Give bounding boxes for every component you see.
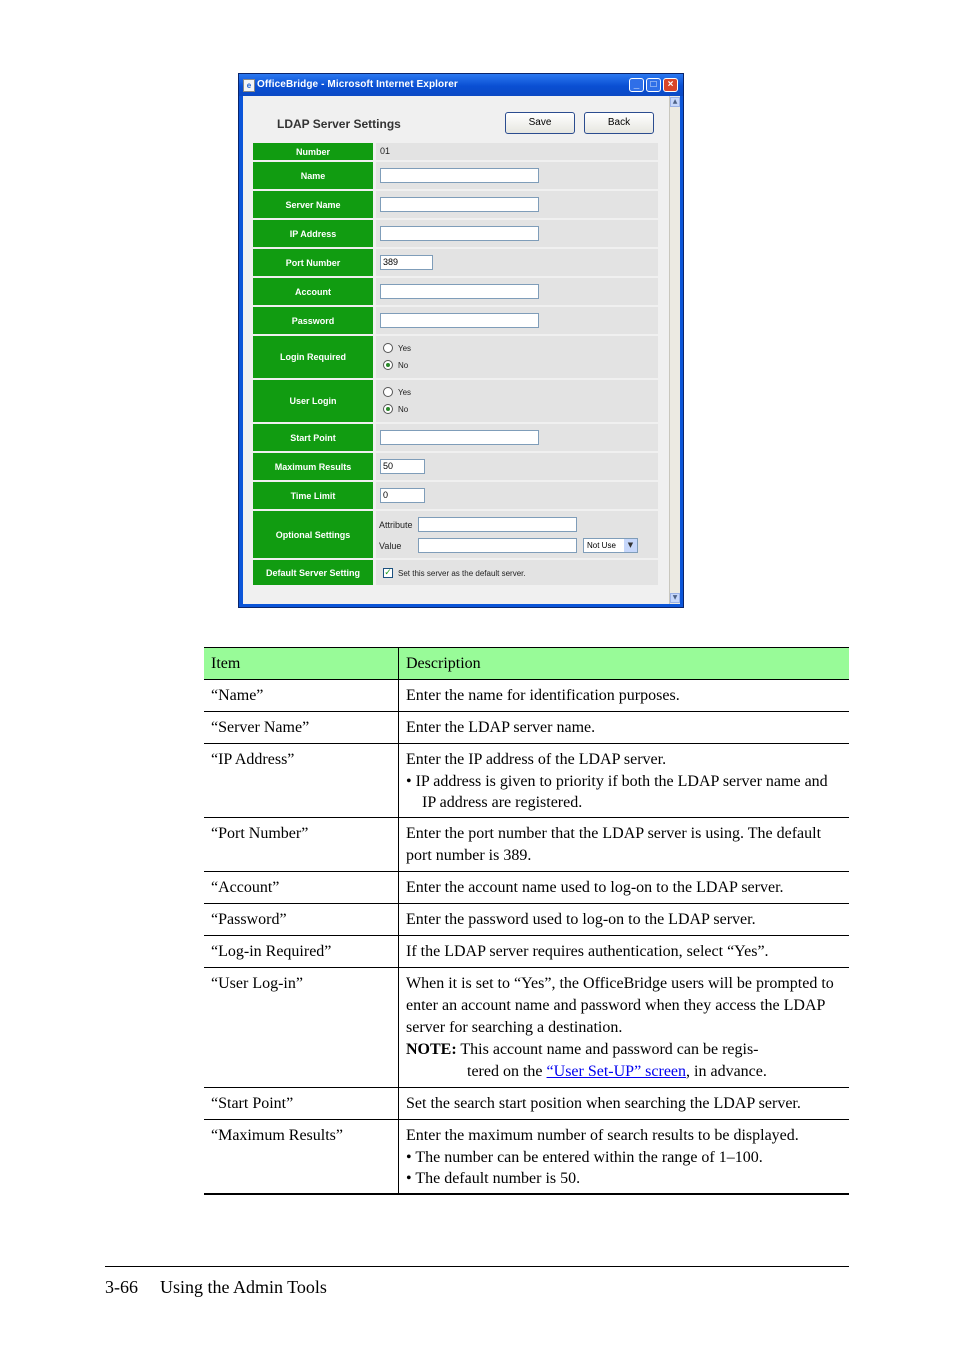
maximum-results-label: Maximum Results xyxy=(253,453,373,480)
row-password xyxy=(253,306,658,335)
desc-bullet: • The number can be entered within the range of 1–100. xyxy=(406,1149,763,1166)
item-cell: “Maximum Results” xyxy=(204,1120,399,1195)
row-number xyxy=(253,142,658,161)
login-required-no-radio[interactable] xyxy=(383,360,393,370)
table-row xyxy=(204,744,849,818)
row-account xyxy=(253,277,658,306)
maximum-results-cell xyxy=(376,453,658,480)
description-table xyxy=(204,647,849,1195)
maximum-results-input[interactable]: 50 xyxy=(380,459,425,474)
login-required-no-label: No xyxy=(398,361,409,370)
row-ip-address xyxy=(253,219,658,248)
user-login-label: User Login xyxy=(253,380,373,422)
desc-cell xyxy=(399,1120,850,1195)
item-cell: “Start Point” xyxy=(204,1088,399,1120)
login-required-yes-label: Yes xyxy=(398,344,412,353)
desc-cell: Set the search start position when searching the LDAP server. xyxy=(399,1088,850,1120)
note-label: NOTE: xyxy=(406,1041,457,1058)
default-server-checkbox[interactable]: ✓ xyxy=(384,568,392,578)
optional-settings-label: Optional Settings xyxy=(253,511,373,558)
default-server-label: Default Server Setting xyxy=(253,560,373,585)
user-login-yes-radio[interactable] xyxy=(383,387,393,397)
row-optional-settings xyxy=(253,510,658,559)
user-login-no-radio[interactable] xyxy=(383,404,393,414)
item-cell: “Password” xyxy=(204,904,399,936)
time-limit-cell xyxy=(376,482,658,509)
table-row xyxy=(204,818,849,872)
attribute-input[interactable] xyxy=(418,517,577,532)
row-start-point xyxy=(253,423,658,452)
item-cell: “Name” xyxy=(204,680,399,712)
row-login-required xyxy=(253,335,658,379)
footer-rule xyxy=(105,1266,849,1267)
start-point-cell xyxy=(376,424,658,451)
desc-text: When it is set to “Yes”, the OfficeBridge users will be prompted to enter an account name and password when they access the LDAP server for searching a destination. xyxy=(406,975,834,1036)
note-continuation xyxy=(406,1061,842,1083)
start-point-input[interactable] xyxy=(380,430,539,445)
start-point-label: Start Point xyxy=(253,424,373,451)
desc-cell: Enter the name for identification purposes. xyxy=(399,680,850,712)
table-row xyxy=(204,680,849,712)
optional-settings-cell xyxy=(376,511,658,558)
time-limit-label: Time Limit xyxy=(253,482,373,509)
desc-cell: If the LDAP server requires authentication, select “Yes”. xyxy=(399,936,850,968)
desc-cell: Enter the LDAP server name. xyxy=(399,712,850,744)
value-input[interactable] xyxy=(418,538,577,553)
row-maximum-results xyxy=(253,452,658,481)
note xyxy=(406,1039,842,1061)
maximize-icon[interactable]: □ xyxy=(646,78,661,92)
value-label: Value xyxy=(379,541,402,551)
note-text: This account name and password can be regis- xyxy=(460,1041,759,1058)
table-header-row xyxy=(204,648,849,680)
note-end-text: , in advance. xyxy=(686,1063,767,1080)
ip-address-cell xyxy=(376,220,658,247)
attribute-label: Attribute xyxy=(379,520,413,530)
number-cell xyxy=(376,143,658,160)
desc-bullet: • The default number is 50. xyxy=(406,1170,581,1187)
table-row xyxy=(204,904,849,936)
name-input[interactable] xyxy=(380,168,539,183)
login-required-yes-radio[interactable] xyxy=(383,343,393,353)
note-cont-text: tered on the xyxy=(467,1063,547,1080)
table-row xyxy=(204,1088,849,1120)
header-item: Item xyxy=(204,648,399,680)
login-required-label: Login Required xyxy=(253,336,373,378)
item-cell: “User Log-in” xyxy=(204,968,399,1088)
port-number-cell xyxy=(376,249,658,276)
time-limit-input[interactable]: 0 xyxy=(380,488,425,503)
value-select-text: Not Use xyxy=(587,541,616,550)
account-input[interactable] xyxy=(380,284,539,299)
table-row xyxy=(204,712,849,744)
window-title: OfficeBridge - Microsoft Internet Explorer xyxy=(257,79,458,90)
chevron-down-icon[interactable]: ▼ xyxy=(624,539,637,552)
value-select[interactable] xyxy=(583,538,638,553)
default-server-cell xyxy=(376,560,658,585)
item-cell: “Log-in Required” xyxy=(204,936,399,968)
server-name-cell xyxy=(376,191,658,218)
number-label: Number xyxy=(253,143,373,160)
desc-cell xyxy=(399,968,850,1088)
password-input[interactable] xyxy=(380,313,539,328)
table-row xyxy=(204,872,849,904)
port-number-input[interactable]: 389 xyxy=(380,255,433,270)
desc-cell: Enter the account name used to log-on to the LDAP server. xyxy=(399,872,850,904)
user-setup-link[interactable]: “User Set-UP” screen xyxy=(546,1063,687,1080)
page-title: LDAP Server Settings xyxy=(277,117,401,131)
item-cell: “Server Name” xyxy=(204,712,399,744)
desc-cell: Enter the password used to log-on to the LDAP server. xyxy=(399,904,850,936)
server-name-input[interactable] xyxy=(380,197,539,212)
user-login-no-label: No xyxy=(398,405,409,414)
ie-page-icon: e xyxy=(243,79,255,92)
save-button[interactable]: Save xyxy=(505,112,575,134)
browser-window xyxy=(238,73,684,608)
section-title: Using the Admin Tools xyxy=(160,1277,327,1297)
row-name xyxy=(253,161,658,190)
password-label: Password xyxy=(253,307,373,334)
table-row xyxy=(204,936,849,968)
ip-address-input[interactable] xyxy=(380,226,539,241)
scroll-up-icon[interactable]: ▲ xyxy=(670,97,680,107)
name-label: Name xyxy=(253,162,373,189)
row-time-limit xyxy=(253,481,658,510)
row-port-number xyxy=(253,248,658,277)
page-content xyxy=(243,96,669,604)
row-default-server xyxy=(253,559,658,586)
page-footer xyxy=(105,1277,327,1298)
minimize-icon[interactable]: _ xyxy=(629,78,644,92)
ip-address-label: IP Address xyxy=(253,220,373,247)
page-number: 3-66 xyxy=(105,1277,138,1297)
port-number-label: Port Number xyxy=(253,249,373,276)
name-cell xyxy=(376,162,658,189)
server-name-label: Server Name xyxy=(253,191,373,218)
desc-bullet: • IP address is given to priority if both the LDAP server name and IP address are registered. xyxy=(406,773,828,811)
login-required-cell xyxy=(376,336,658,378)
item-cell: “Port Number” xyxy=(204,818,399,872)
default-server-checkbox-label: Set this server as the default server. xyxy=(398,569,526,578)
close-icon[interactable]: × xyxy=(663,78,678,92)
item-cell: “IP Address” xyxy=(204,744,399,818)
desc-text: Enter the maximum number of search results to be displayed. xyxy=(406,1127,799,1144)
item-cell: “Account” xyxy=(204,872,399,904)
title-bar xyxy=(239,74,683,96)
back-button[interactable]: Back xyxy=(584,112,654,134)
scroll-down-icon[interactable]: ▼ xyxy=(670,593,680,603)
row-user-login xyxy=(253,379,658,423)
desc-text: Enter the IP address of the LDAP server. xyxy=(406,751,667,768)
table-row xyxy=(204,968,849,1088)
user-login-cell xyxy=(376,380,658,422)
account-cell xyxy=(376,278,658,305)
header-description: Description xyxy=(399,648,850,680)
desc-cell xyxy=(399,744,850,818)
password-cell xyxy=(376,307,658,334)
account-label: Account xyxy=(253,278,373,305)
table-row xyxy=(204,1120,849,1195)
user-login-yes-label: Yes xyxy=(398,388,412,397)
vertical-scrollbar[interactable] xyxy=(669,96,680,604)
number-value: 01 xyxy=(380,146,391,156)
desc-cell: Enter the port number that the LDAP server is using. The default port number is 389. xyxy=(399,818,850,872)
row-server-name xyxy=(253,190,658,219)
